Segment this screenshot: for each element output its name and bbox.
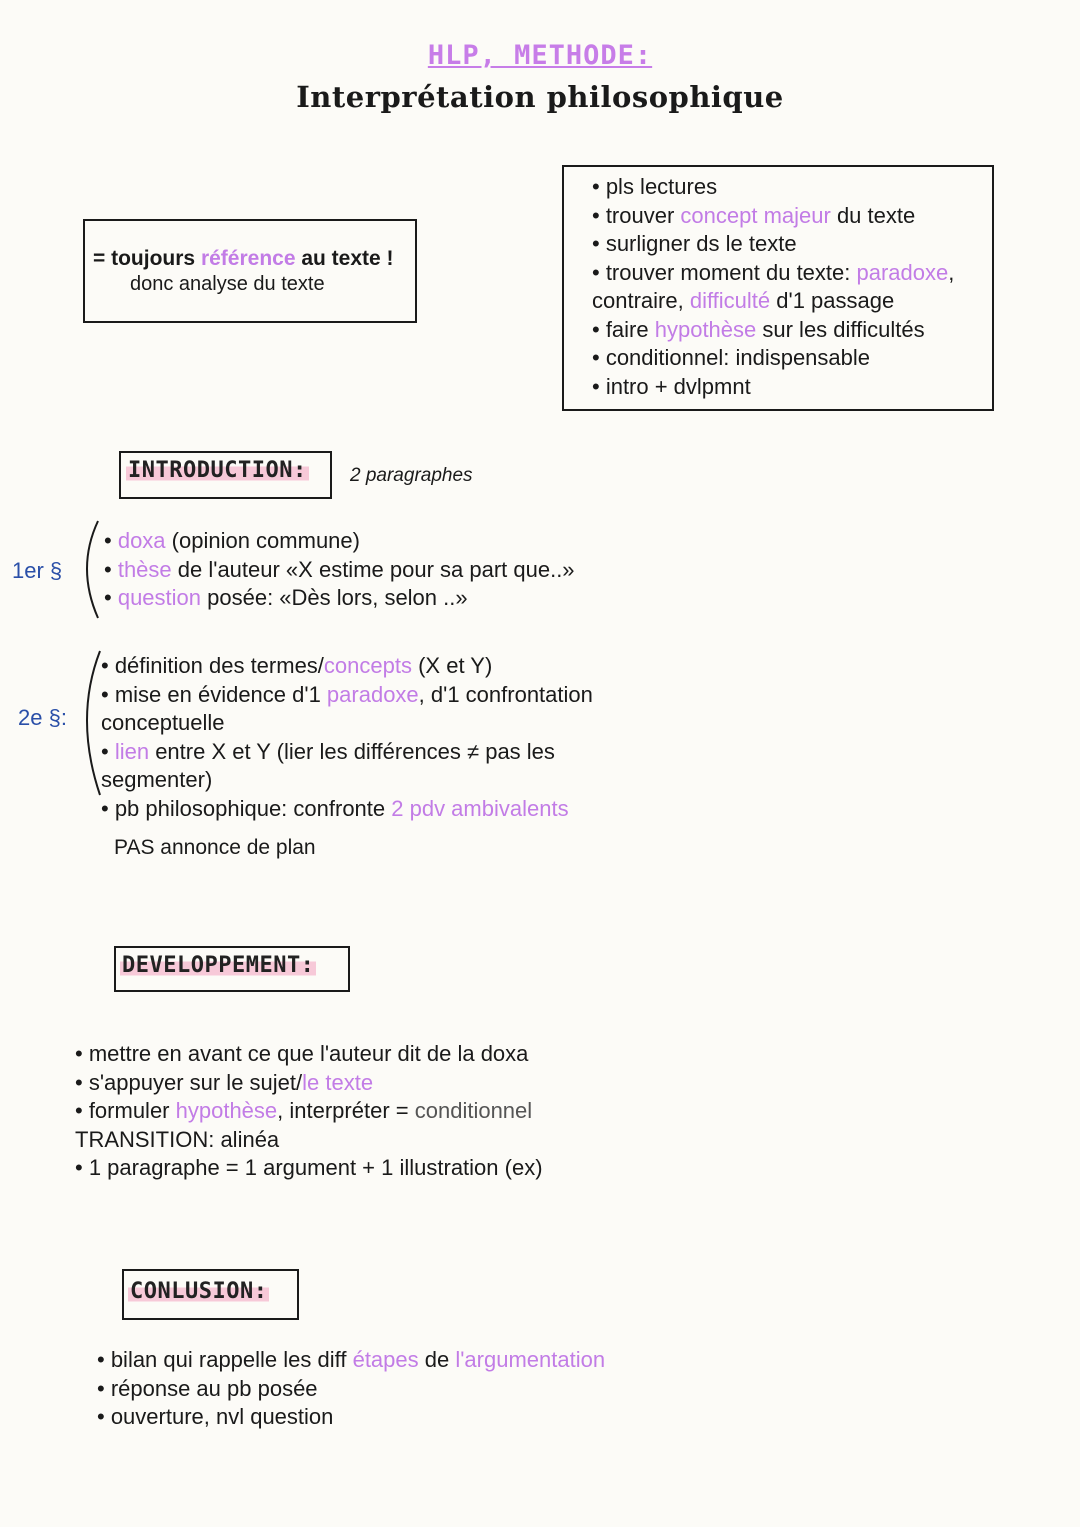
- dev-item: • formuler hypothèse, interpréter = conditionnel: [75, 1098, 533, 1123]
- method-line: • trouver moment du texte: paradoxe,: [592, 259, 955, 285]
- method-line: contraire, difficulté d'1 passage: [592, 288, 895, 313]
- intro-p1-item: • question posée: «Dès lors, selon ..»: [104, 585, 468, 610]
- conclusion-item: • bilan qui rappelle les diff étapes de l'argumentation: [97, 1347, 606, 1372]
- no-plan-note: PAS annonce de plan: [114, 836, 316, 859]
- intro-p2-item: segmenter): [101, 767, 213, 792]
- page-subtitle: Interprétation philosophique: [296, 80, 784, 114]
- introduction-note: 2 paragraphes: [350, 465, 473, 486]
- intro-p2-item: • définition des termes/concepts (X et Y): [101, 653, 493, 678]
- intro-p1-item: • doxa (opinion commune): [104, 528, 360, 553]
- intro-p2-item: • pb philosophique: confronte 2 pdv ambivalents: [101, 795, 569, 821]
- method-box: [562, 165, 994, 411]
- method-line: • faire hypothèse sur les difficultés: [592, 316, 925, 342]
- dev-item: • 1 paragraphe = 1 argument + 1 illustration (ex): [75, 1155, 543, 1180]
- method-line: • conditionnel: indispensable: [592, 345, 871, 370]
- conclusion-item: • ouverture, nvl question: [97, 1404, 334, 1429]
- paragraph-1-label: 1er §: [12, 558, 63, 583]
- method-line: • trouver concept majeur du texte: [592, 202, 916, 228]
- paragraph-1-bracket: [74, 518, 104, 622]
- dev-item: TRANSITION: alinéa: [75, 1126, 280, 1152]
- dev-item: • mettre en avant ce que l'auteur dit de la doxa: [75, 1041, 529, 1066]
- intro-p1-item: • thèse de l'auteur «X estime pour sa part que..»: [104, 556, 575, 582]
- conclusion-item: • réponse au pb posée: [97, 1375, 318, 1401]
- method-line: • intro + dvlpmnt: [592, 373, 751, 399]
- paragraph-2-label: 2e §:: [18, 705, 67, 730]
- note-line-1: = toujours référence au texte !: [93, 247, 394, 270]
- developpement-heading: DEVELOPPEMENT:: [114, 946, 350, 992]
- method-line: • surligner ds le texte: [592, 231, 797, 256]
- intro-p2-item: • lien entre X et Y (lier les différences ≠ pas les: [101, 738, 555, 764]
- page-title: HLP, METHODE:: [427, 40, 653, 71]
- method-line: • pls lectures: [592, 174, 718, 199]
- intro-p2-item: • mise en évidence d'1 paradoxe, d'1 confrontation: [101, 681, 593, 707]
- intro-p2-item: conceptuelle: [101, 710, 225, 735]
- conclusion-heading: CONLUSION:: [122, 1269, 299, 1320]
- dev-item: • s'appuyer sur le sujet/le texte: [75, 1069, 374, 1095]
- note-box: [83, 219, 417, 323]
- note-line-2: donc analyse du texte: [130, 273, 325, 295]
- introduction-heading: INTRODUCTION:: [119, 451, 332, 499]
